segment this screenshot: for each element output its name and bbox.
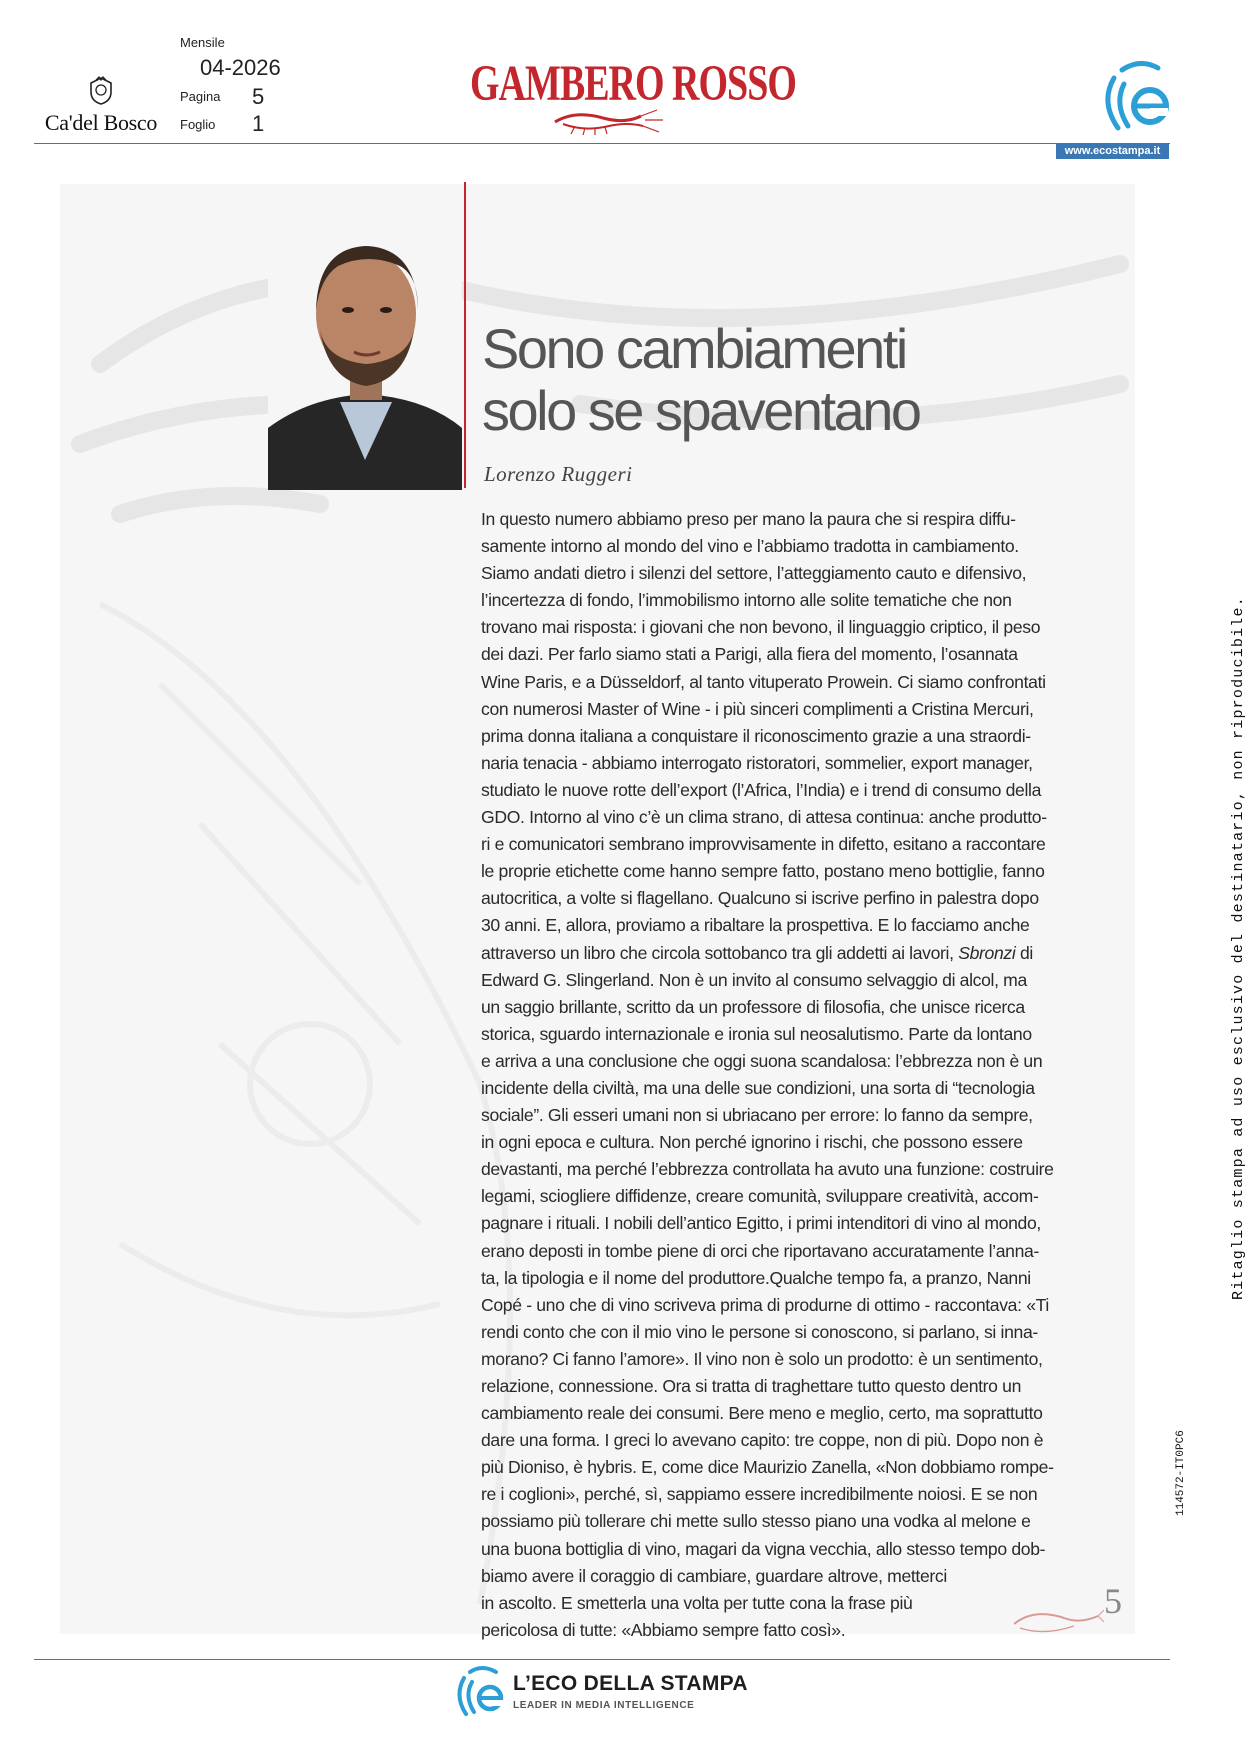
body-line: pericolosa di tutte: «Abbiamo sempre fatto così». — [481, 1619, 846, 1640]
body-line: e arriva a una conclusione che oggi suona scandalosa: l’ebbrezza non è un — [481, 1050, 1043, 1071]
body-line-with-book — [481, 940, 1081, 967]
body-line: samente intorno al mondo del vino e l’abbiamo tradotta in cambiamento. — [481, 536, 1019, 557]
body-line: biamo avere il coraggio di cambiare, guardare altrove, metterci — [481, 1565, 947, 1586]
clipping-code: 114572-IT0PC6 — [1175, 1430, 1187, 1516]
body-line: storica, sguardo internazionale e ironia sul neosalutismo. Parte da lontano — [481, 1023, 1032, 1044]
body-line: Siamo andati dietro i silenzi del settore, l’atteggiamento cauto e difensivo, — [481, 563, 1027, 584]
body-line: In questo numero abbiamo preso per mano la paura che si respira diffu- — [481, 509, 1016, 529]
publication-masthead — [470, 55, 796, 136]
reproduction-notice: Ritaglio stampa ad uso esclusivo del destinatario, non riproducibile. — [1230, 596, 1247, 1300]
body-line: cambiamento reale dei consumi. Bere meno e meglio, certo, ma soprattutto — [481, 1403, 1043, 1424]
article-headline — [482, 318, 1122, 442]
body-line: naria tenacia - abbiamo interrogato ristoratori, sommelier, export manager, — [481, 752, 1033, 773]
body-line: devastanti, ma perché l’ebbrezza controllata ha avuto una funzione: costruire — [481, 1159, 1054, 1180]
body-line: in ascolto. E smetterla una volta per tutte cona la frase più — [481, 1592, 913, 1613]
page-label: Pagina — [180, 89, 221, 104]
body-line: prima donna italiana a conquistare il riconoscimento grazie a una straordi- — [481, 725, 1031, 746]
article-body — [481, 506, 1081, 1644]
body-line: Copé - uno che di vino scriveva prima di produrne di ottimo - raccontava: «Ti — [481, 1294, 1049, 1315]
body-line: pagnare i rituali. I nobili dell’antico Egitto, i primi intenditori di vino al mondo, — [481, 1213, 1041, 1234]
article-page-number: 5 — [1104, 1581, 1122, 1621]
footer-tagline: LEADER IN MEDIA INTELLIGENCE — [513, 1700, 695, 1711]
body-line: Edward G. Slingerland. Non è un invito al consumo selvaggio di alcol, ma — [481, 969, 1027, 990]
body-line: con numerosi Master of Wine - i più sinceri complimenti a Cristina Mercuri, — [481, 698, 1034, 719]
body-line: dare una forma. I greci lo avevano capito: tre coppe, non di più. Dopo non è — [481, 1430, 1044, 1451]
sheet-label: Foglio — [180, 117, 216, 132]
body-line: relazione, connessione. Ora si tratta di traghettare tutto questo dentro un — [481, 1376, 1022, 1396]
body-line: ri e comunicatori sembrano improvvisamente in difetto, esitano a raccontare — [481, 834, 1046, 855]
crest-icon — [87, 76, 115, 106]
body-line: sociale”. Gli esseri umani non si ubriacano per errore: lo fanno da sempre, — [481, 1105, 1033, 1126]
sheet-value: 1 — [252, 111, 265, 136]
issue-date: 04-2026 — [200, 55, 281, 80]
body-line: dei dazi. Per farlo siamo stati a Parigi, alla fiera del momento, l’osannata — [481, 644, 1018, 665]
headline-line: solo se spaventano — [482, 379, 920, 442]
body-line: l’incertezza di fondo, l’immobilismo intorno alle solite tematiche che non — [481, 590, 1012, 611]
author-portrait — [268, 210, 462, 490]
body-line: trovano mai risposta: i giovani che non bevono, il linguaggio criptico, il peso — [481, 617, 1041, 638]
client-brand-name: Ca'del Bosco — [44, 110, 158, 135]
headline-accent-rule — [464, 182, 466, 488]
body-line: studiato le nuove rotte dell’export (l’Africa, l’India) e i trend di consumo della — [481, 779, 1042, 800]
body-line: ta, la tipologia e il nome del produttore.Qualche tempo fa, a pranzo, Nanni — [481, 1267, 1031, 1288]
ecostampa-url[interactable]: www.ecostampa.it — [1056, 144, 1169, 159]
body-line: legami, sciogliere diffidenze, creare comunità, sviluppare creatività, accom- — [481, 1186, 1039, 1207]
body-line: in ogni epoca e cultura. Non perché ignorino i rischi, che possono essere — [481, 1132, 1023, 1153]
body-line: Wine Paris, e a Düsseldorf, al tanto vituperato Prowein. Ci siamo confrontati — [481, 671, 1046, 692]
body-line: incidente della civiltà, ma una delle sue condizioni, una sorta di “tecnologia — [481, 1077, 1035, 1098]
body-line: autocritica, a volte si flagellano. Qualcuno si iscrive perfino in palestra dopo — [481, 888, 1039, 909]
client-brand-logo — [36, 76, 166, 136]
body-line: le proprie etichette come hanno sempre fatto, postano meno bottiglie, fanno — [481, 861, 1045, 882]
publication-name: GAMBERO ROSSO — [470, 55, 796, 112]
body-line: un saggio brillante, scritto da un professore di filosofia, che unisce ricerca — [481, 996, 1025, 1017]
headline-line: Sono cambiamenti — [482, 317, 906, 380]
body-line-text: attraverso un libro che circola sottobanco tra gli addetti ai lavori, — [481, 942, 954, 963]
body-line: una buona bottiglia di vino, magari da vigna vecchia, allo stesso tempo dob- — [481, 1538, 1046, 1559]
eco-della-stampa-logo-icon — [452, 1664, 508, 1718]
body-line: 30 anni. E, allora, proviamo a ribaltare la prospettiva. E lo facciamo anche — [481, 915, 1030, 936]
body-line: rendi conto che con il mio vino le persone si conoscono, si parlano, si inna- — [481, 1321, 1038, 1342]
footer-brand-name: L’ECO DELLA STAMPA — [513, 1672, 748, 1695]
body-line: re i coglioni», perché, sì, sappiamo essere incredibilmente noiosi. E se non — [481, 1484, 1038, 1505]
ecostampa-logo-icon — [1096, 58, 1176, 134]
article-author: Lorenzo Ruggeri — [484, 462, 633, 486]
body-line: possiamo più tollerare chi mette sullo stesso piano una vodka al melone e — [481, 1511, 1031, 1532]
footer-divider — [34, 1659, 1170, 1660]
book-title: Sbronzi — [958, 942, 1016, 963]
shrimp-ornament-icon — [1004, 1600, 1104, 1640]
body-line: GDO. Intorno al vino c’è un clima strano, di attesa continua: anche produtto- — [481, 807, 1047, 828]
header-divider — [34, 143, 1170, 144]
body-line: erano deposti in tombe piene di orci che riportavano accuratamente l’anna- — [481, 1240, 1039, 1261]
body-line-text: di — [1015, 942, 1033, 963]
body-line: più Dioniso, è hybris. E, come dice Maurizio Zanella, «Non dobbiamo rompe- — [481, 1457, 1054, 1478]
body-line: morano? Ci fanno l’amore». Il vino non è solo un prodotto: è un sentimento, — [481, 1348, 1043, 1369]
frequency-label: Mensile — [180, 35, 225, 50]
page-value: 5 — [252, 84, 265, 109]
